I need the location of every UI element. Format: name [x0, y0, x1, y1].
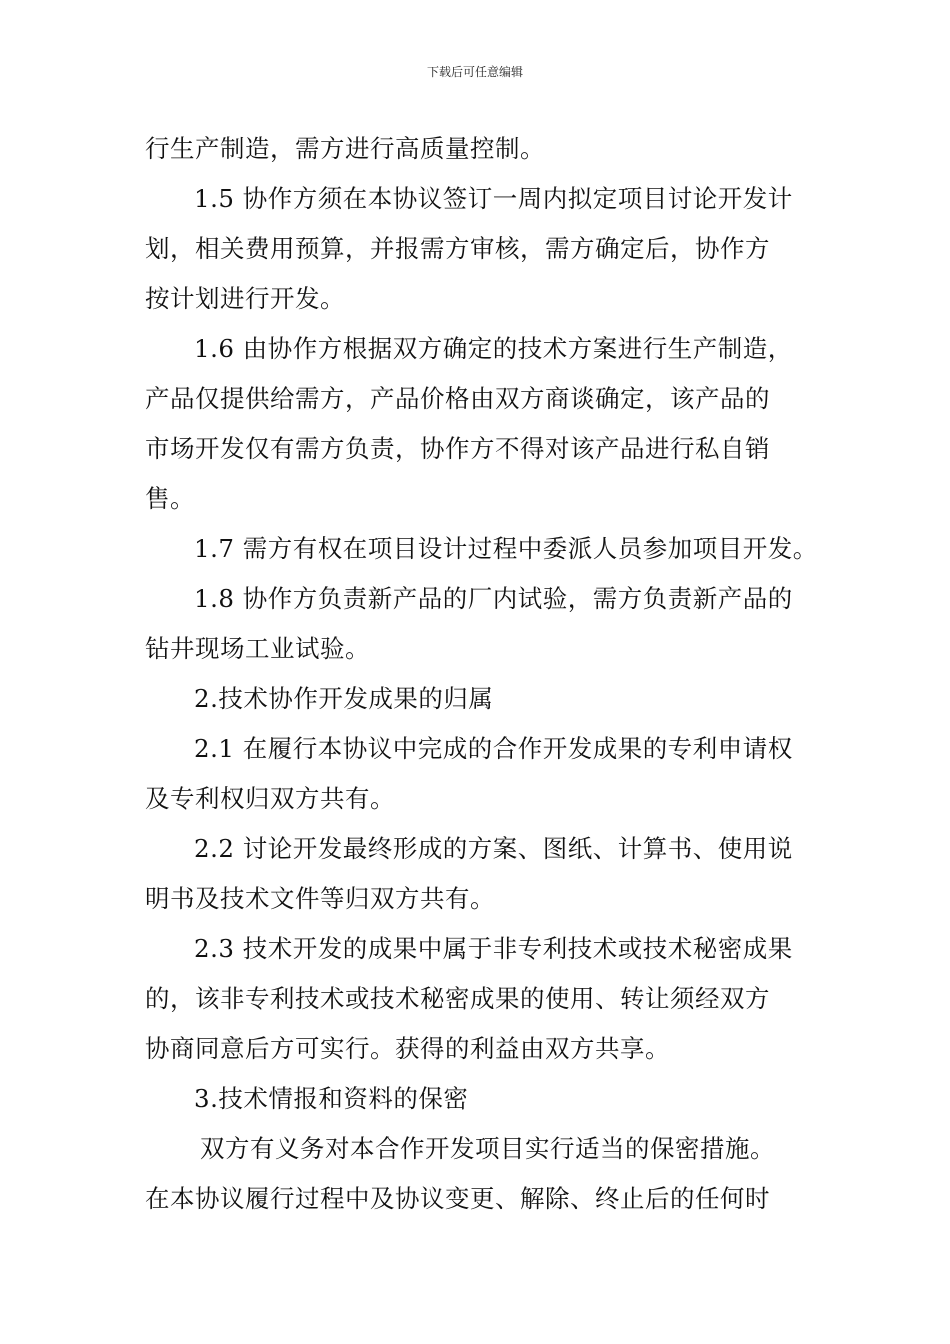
text-line: 按计划进行开发。 — [145, 284, 345, 313]
text-line: 行生产制造，需方进行高质量控制。 — [145, 134, 545, 163]
page-header: 下载后可任意编辑 — [426, 65, 523, 79]
paragraph-3-start: 双方有义务对本合作开发项目实行适当的保密措施。 — [200, 1134, 775, 1163]
text-line: 及专利权归双方共有。 — [145, 784, 395, 813]
paragraph-1-6-start: 1.6 由协作方根据双方确定的技术方案进行生产制造， — [194, 334, 793, 363]
section-heading-2: 2.技术协作开发成果的归属 — [194, 684, 494, 713]
text-line: 钻井现场工业试验。 — [145, 634, 370, 663]
paragraph-1-8-start: 1.8 协作方负责新产品的厂内试验，需方负责新产品的 — [194, 584, 793, 613]
paragraph-2-3-start: 2.3 技术开发的成果中属于非专利技术或技术秘密成果 — [194, 934, 793, 963]
text-line: 售。 — [145, 484, 195, 513]
paragraph-2-1-start: 2.1 在履行本协议中完成的合作开发成果的专利申请权 — [194, 734, 793, 763]
text-line: 划，相关费用预算，并报需方审核，需方确定后，协作方 — [145, 234, 770, 263]
text-line: 产品仅提供给需方，产品价格由双方商谈确定，该产品的 — [145, 384, 770, 413]
text-line: 在本协议履行过程中及协议变更、解除、终止后的任何时 — [145, 1184, 770, 1213]
text-line: 协商同意后方可实行。获得的利益由双方共享。 — [145, 1034, 670, 1063]
paragraph-1-5-start: 1.5 协作方须在本协议签订一周内拟定项目讨论开发计 — [194, 184, 793, 213]
paragraph-1-7: 1.7 需方有权在项目设计过程中委派人员参加项目开发。 — [194, 534, 818, 563]
text-line: 市场开发仅有需方负责，协作方不得对该产品进行私自销 — [145, 434, 770, 463]
section-heading-3: 3.技术情报和资料的保密 — [194, 1084, 469, 1113]
text-line: 的，该非专利技术或技术秘密成果的使用、转让须经双方 — [145, 984, 770, 1013]
document-body — [145, 124, 818, 1224]
text-line: 明书及技术文件等归双方共有。 — [145, 884, 495, 913]
paragraph-2-2-start: 2.2 讨论开发最终形成的方案、图纸、计算书、使用说 — [194, 834, 793, 863]
